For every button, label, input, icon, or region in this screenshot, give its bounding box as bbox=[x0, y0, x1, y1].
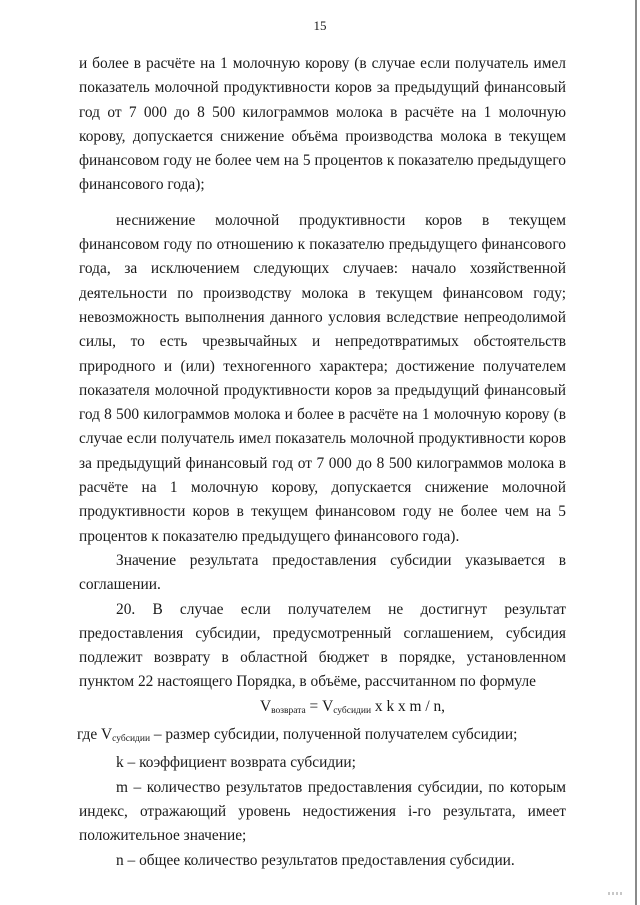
paragraph-result-value: Значение результата предоставления субсидии указывается в соглашении. bbox=[79, 551, 566, 594]
paragraph-clause-20: 20. В случае если получателем не достигнут результат предоставления субсидии, предусмотренный соглашением, субсидия подлежит возврату в областной бюджет в порядке, установленном пунктом 22 настоящего Порядка, в объёме, рассчитанном по формуле bbox=[79, 600, 566, 691]
scan-edge-line bbox=[635, 0, 637, 905]
paragraph-continuation: и более в расчёте на 1 молочную корову (в случае если получатель имел показатель молочной продуктивности коров за предыдущий финансовый год от 7 000 до 8 500 килограммов молока в расчёте на 1 молочную корову, допускается снижение объёма производства молока в текущем финансовом году не более чем на 5 процентов к показателю предыдущего финансового года); bbox=[79, 55, 566, 194]
document-body bbox=[79, 52, 566, 873]
refund-formula bbox=[79, 695, 566, 723]
page-number: 15 bbox=[313, 18, 327, 33]
where-sub: субсидии bbox=[112, 734, 151, 745]
where-text: – размер субсидии, полученной получателем субсидии; bbox=[150, 726, 518, 744]
where-prefix: где V bbox=[77, 726, 113, 744]
scan-artifact bbox=[608, 892, 622, 895]
paragraph-milk-productivity: неснижение молочной продуктивности коров в текущем финансовом году по отношению к показателю предыдущего финансового года, за исключением следующих случаев: начало хозяйственной деятельности по производству молока в текущем финансовом году; невозможность выполнения данного условия вследствие непреодолимой силы, то есть чрезвычайных и непредотвратимых обстоятельств природного и (или) техногенного характера; достижение получателем показателя молочной продуктивности коров за предыдущий финансовый год 8 500 килограммов молока и более в расчёте на 1 молочную корову (в случае если получатель имел показатель молочной продуктивности коров за предыдущий финансовый год от 7 000 до 8 500 килограммов молока в расчёте на 1 молочную корову, допускается снижение молочной продуктивности коров в текущем финансовом году не более чем на 5 процентов к показателю предыдущего финансового года). bbox=[79, 211, 566, 545]
definition-n: n – общее количество результатов предоставления субсидии. bbox=[116, 851, 515, 869]
formula-sub-refund: возврата bbox=[271, 705, 306, 716]
formula-equals: = V bbox=[305, 697, 334, 715]
formula-v: V bbox=[259, 697, 272, 715]
definition-k: k – коэффициент возврата субсидии; bbox=[116, 754, 356, 772]
formula-sub-subsidy: субсидии bbox=[333, 705, 372, 716]
formula-rest: x k x m / n, bbox=[371, 697, 446, 715]
definition-m: m – количество результатов предоставления субсидии, по которым индекс, отражающий уровень недостижения i-го результата, имеет положительное значение; bbox=[79, 778, 566, 845]
definition-v-subsidy bbox=[77, 723, 566, 751]
